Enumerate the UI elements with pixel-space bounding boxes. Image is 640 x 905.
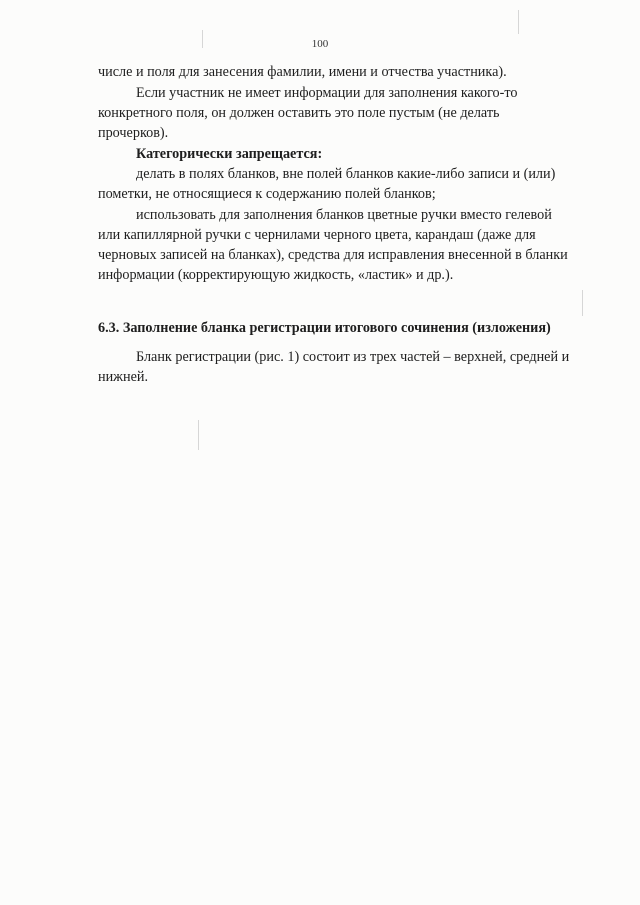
paragraph-continuation xyxy=(98,62,603,82)
text-line: черновых записей на бланках), средства для исправления внесенной в бланки xyxy=(98,247,568,263)
paragraph-prohibition-pens xyxy=(98,205,603,285)
text-line: использовать для заполнения бланков цветные ручки вместо гелевой xyxy=(136,207,552,223)
text-line: Бланк регистрации (рис. 1) состоит из трех частей – верхней, средней и xyxy=(136,349,570,365)
text-line: пометки, не относящиеся к содержанию полей бланков; xyxy=(98,186,436,202)
text-line: Если участник не имеет информации для заполнения какого-то xyxy=(136,85,518,101)
text-line: конкретного поля, он должен оставить это поле пустым (не делать xyxy=(98,105,500,121)
text-line: или капиллярной ручки с чернилами черного цвета, карандаш (даже для xyxy=(98,227,536,243)
text-line: информации (корректирующую жидкость, «ластик» и др.). xyxy=(98,267,454,283)
scan-artifact xyxy=(582,290,583,316)
page-number: 100 xyxy=(311,38,329,50)
text-line: числе и поля для занесения фамилии, имени и отчества участника). xyxy=(98,64,507,80)
paragraph-prohibition-marks xyxy=(98,164,603,204)
prohibited-heading: Категорически запрещается: xyxy=(136,146,323,162)
text-line: прочерков). xyxy=(98,125,169,141)
paragraph-registration-form xyxy=(98,347,603,387)
scan-artifact xyxy=(198,420,199,450)
text-line: нижней. xyxy=(98,369,149,385)
section-heading: 6.3. Заполнение бланка регистрации итогового сочинения (изложения) xyxy=(98,320,551,336)
scan-artifact xyxy=(518,10,519,34)
text-line: делать в полях бланков, вне полей бланков какие-либо записи и (или) xyxy=(136,166,556,182)
paragraph-empty-field-rule xyxy=(98,83,603,143)
